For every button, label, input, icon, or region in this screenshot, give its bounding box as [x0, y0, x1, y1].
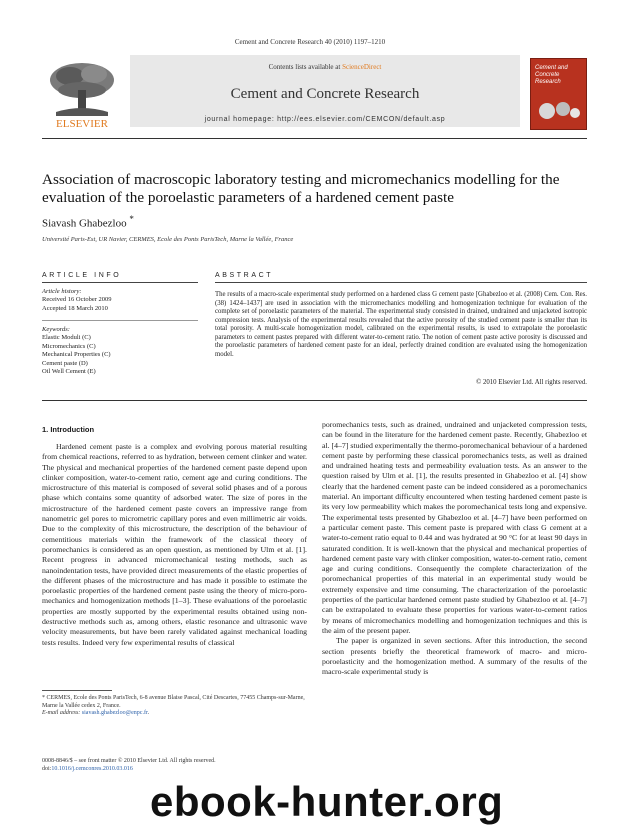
abstract-copyright: © 2010 Elsevier Ltd. All rights reserved. — [476, 379, 587, 386]
journal-name: Cement and Concrete Research — [230, 86, 420, 102]
cover-graphic-icon — [537, 97, 581, 123]
article-info-heading: ARTICLE INFO — [42, 272, 122, 279]
section-heading: 1. Introduction — [42, 425, 95, 434]
body-paragraph: Hardened cement paste is a complex and evolving porous material resulting from chemical reactions, referred to as hydration, between cement clinker and water. The physical and mechanical properties of the hardened cement paste depend upon clinker composition, water-to-cement ratio, cement age and curing conditions. The microstructure of this material is composed of several solid phases and of a porous phase which contains some quantity of adsorbed water. The size of pores in the microstructure of the hardened cement paste covers an impressive range from nanometric gel pores to micrometric capillary pores and even millimetric air voids. Due to the complexity of this microstructure, the description of the behaviour of cementitious materials within the framework of the classical theory of poromechanics is considered as an open question, as mentioned by Ulm et al. [1]. Recent progress in advanced micromechanical testing methods, such as nanoindentation tests, have provided direct measurements of the elastic properties of the different phases of the microstructure and has made it possible to estimate the poroelastic properties of the hardened cement paste using the theory of micro-poro-mechanics and homogenization methods [1–3]. These evaluations of the poroelastic properties are mostly supported by the experimental results obtained using non-destructive methods such as, among others, elastic resonance and ultrasonic wave velocity measurements, but have been rarely validated against mechanical loading tests results. Indeed very few experimental results of classical — [42, 442, 307, 647]
footnote: * CERMES, Ecole des Ponts ParisTech, 6-8 avenue Blaise Pascal, Cité Descartes, 77455 Champs-sur-Marne, Marne la Vallée cedex 2, France. E-mail address: siavash.ghabezloo@enpc.fr. — [42, 695, 305, 717]
keyword-item: Oil Well Cement (E) — [42, 368, 96, 376]
article-title: Association of macroscopic laboratory testing and micromechanics modelling for the evaluation of the poroelastic parameters of a hardened cement paste — [42, 171, 560, 206]
keyword-item: Elastic Moduli (C) — [42, 334, 91, 342]
elsevier-wordmark: ELSEVIER — [56, 118, 108, 130]
body-paragraph: poromechanics tests, such as drained, undrained and unjacketed compression tests, can be found in the literature for the hardened cement paste. Recently, Ghabezloo et al. [4–7] studied experimentally the thermo-poromechanical behaviour of a hardened cement paste by performing these classical poromechanics tests, as well as drained and undrained heating tests and permeability evaluation tests. As an answer to the question raised by Ulm et al. [1], the results presented in Ghabezloo et al. [4] show clearly that the hardened cement paste can be indeed considered as a poromechanics material. An important difficulty encountered when testing hardened cement paste is its very low permeability which makes the poromechanical tests long and expensive. The experimental tests presented by Ghabezloo et al. [4–7] have been performed on a particular cement paste. This cement paste is prepared with class G cement at a water-to-cement ratio equal to 0.44 and was hydrated at 90 °C for at least 90 days in saturated condition. It is well-known that the physical and mechanical properties of hardened cement paste vary with clinker composition, water-to-cement ratio, cement age and curing conditions. Consequently the complete characterization of the poromechanical properties of this material in an experimental study would be extremely expensive and time consuming. The characterization of the poroelastic properties of the particular hardened cement paste studied by Ghabezloo et al. [4–7] can be extrapolated to evaluate these properties for various water-to-cement ratios by means of micromechanics modelling and homogenization techniques and this is the aim of the present paper. — [322, 420, 587, 635]
keyword-item: Cement paste (D) — [42, 359, 88, 367]
header-divider — [42, 138, 587, 139]
article-info-divider — [42, 282, 198, 283]
contents-line: Contents lists available at ScienceDirect — [268, 63, 382, 71]
right-column — [322, 420, 587, 677]
body-paragraph: The paper is organized in seven sections. After this introduction, the second section presents briefly the theoretical framework of macro- and micro-poroelasticity and the homogenization method. A summary of the results of the macro-scale experimental study is — [322, 636, 587, 677]
affiliation: Université Paris-Est, UR Navier, CERMES, Ecole des Ponts ParisTech, Marne la Vallée, France — [42, 236, 294, 243]
abstract-bottom-divider — [42, 400, 587, 401]
journal-cover-thumbnail — [530, 58, 587, 130]
article-history: Article history: Received 16 October 2009 Accepted 18 March 2010 — [42, 288, 112, 312]
cover-title: Cement and Concrete Research — [535, 65, 568, 85]
abstract-divider — [215, 282, 587, 283]
email-link[interactable]: siavash.ghabezloo@enpc.fr — [81, 710, 148, 717]
abstract-heading: ABSTRACT — [215, 272, 274, 279]
sciencedirect-link[interactable]: ScienceDirect — [342, 63, 382, 71]
journal-citation: Cement and Concrete Research 40 (2010) 1197–1210 — [234, 38, 386, 46]
keywords-block: Keywords: Elastic Moduli (C) Micromechanics (C) Mechanical Properties (C) Cement paste (D) Oil Well Cement (E) — [42, 326, 111, 376]
keyword-item: Mechanical Properties (C) — [42, 351, 111, 359]
journal-homepage[interactable]: journal homepage: http://ees.elsevier.com/CEMCON/default.asp — [204, 116, 446, 123]
doi-link[interactable]: 10.1016/j.cemconres.2010.03.016 — [51, 765, 133, 772]
watermark: ebook-hunter.org — [150, 778, 504, 825]
author-line — [42, 214, 134, 230]
elsevier-tree-icon — [42, 60, 122, 132]
abstract-text: The results of a macro-scale experimental study performed on a hardened class G cement paste [Ghabezloo et al. (2008) Cem. Con. Res. (38) 1424–1437] are used in association with the micromechanics modelling and homogenization technique for evaluation of the complete set of poroelastic parameters of the material. The experimental study consisted in drained, undrained and unjacketed isotropic compression tests. Analysis of the experimental results revealed that the active porosity of the studied cement paste is smaller than its total porosity. A multi-scale homogenization model, calibrated on the experimental results, is used to extrapolate the poroelastic parameters to cement pastes prepared with different water-to-cement ratio. The notion of cement paste active porosity is discussed and the poroelastic parameters of hardened cement paste for an ideal, perfectly drained condition are evaluated using the homogenization model. — [215, 291, 587, 358]
issn-block: 0008-8846/$ – see front matter © 2010 Elsevier Ltd. All rights reserved. doi:10.1016/j.cemconres.2010.03.016 — [42, 758, 216, 772]
left-column — [42, 442, 307, 648]
elsevier-logo — [42, 60, 122, 132]
footnote-rule — [42, 690, 112, 691]
author-name: Siavash Ghabezloo — [42, 217, 127, 230]
history-divider — [42, 320, 198, 321]
author-footnote-mark[interactable]: * — [129, 214, 134, 224]
keyword-item: Micromechanics (C) — [42, 342, 96, 350]
